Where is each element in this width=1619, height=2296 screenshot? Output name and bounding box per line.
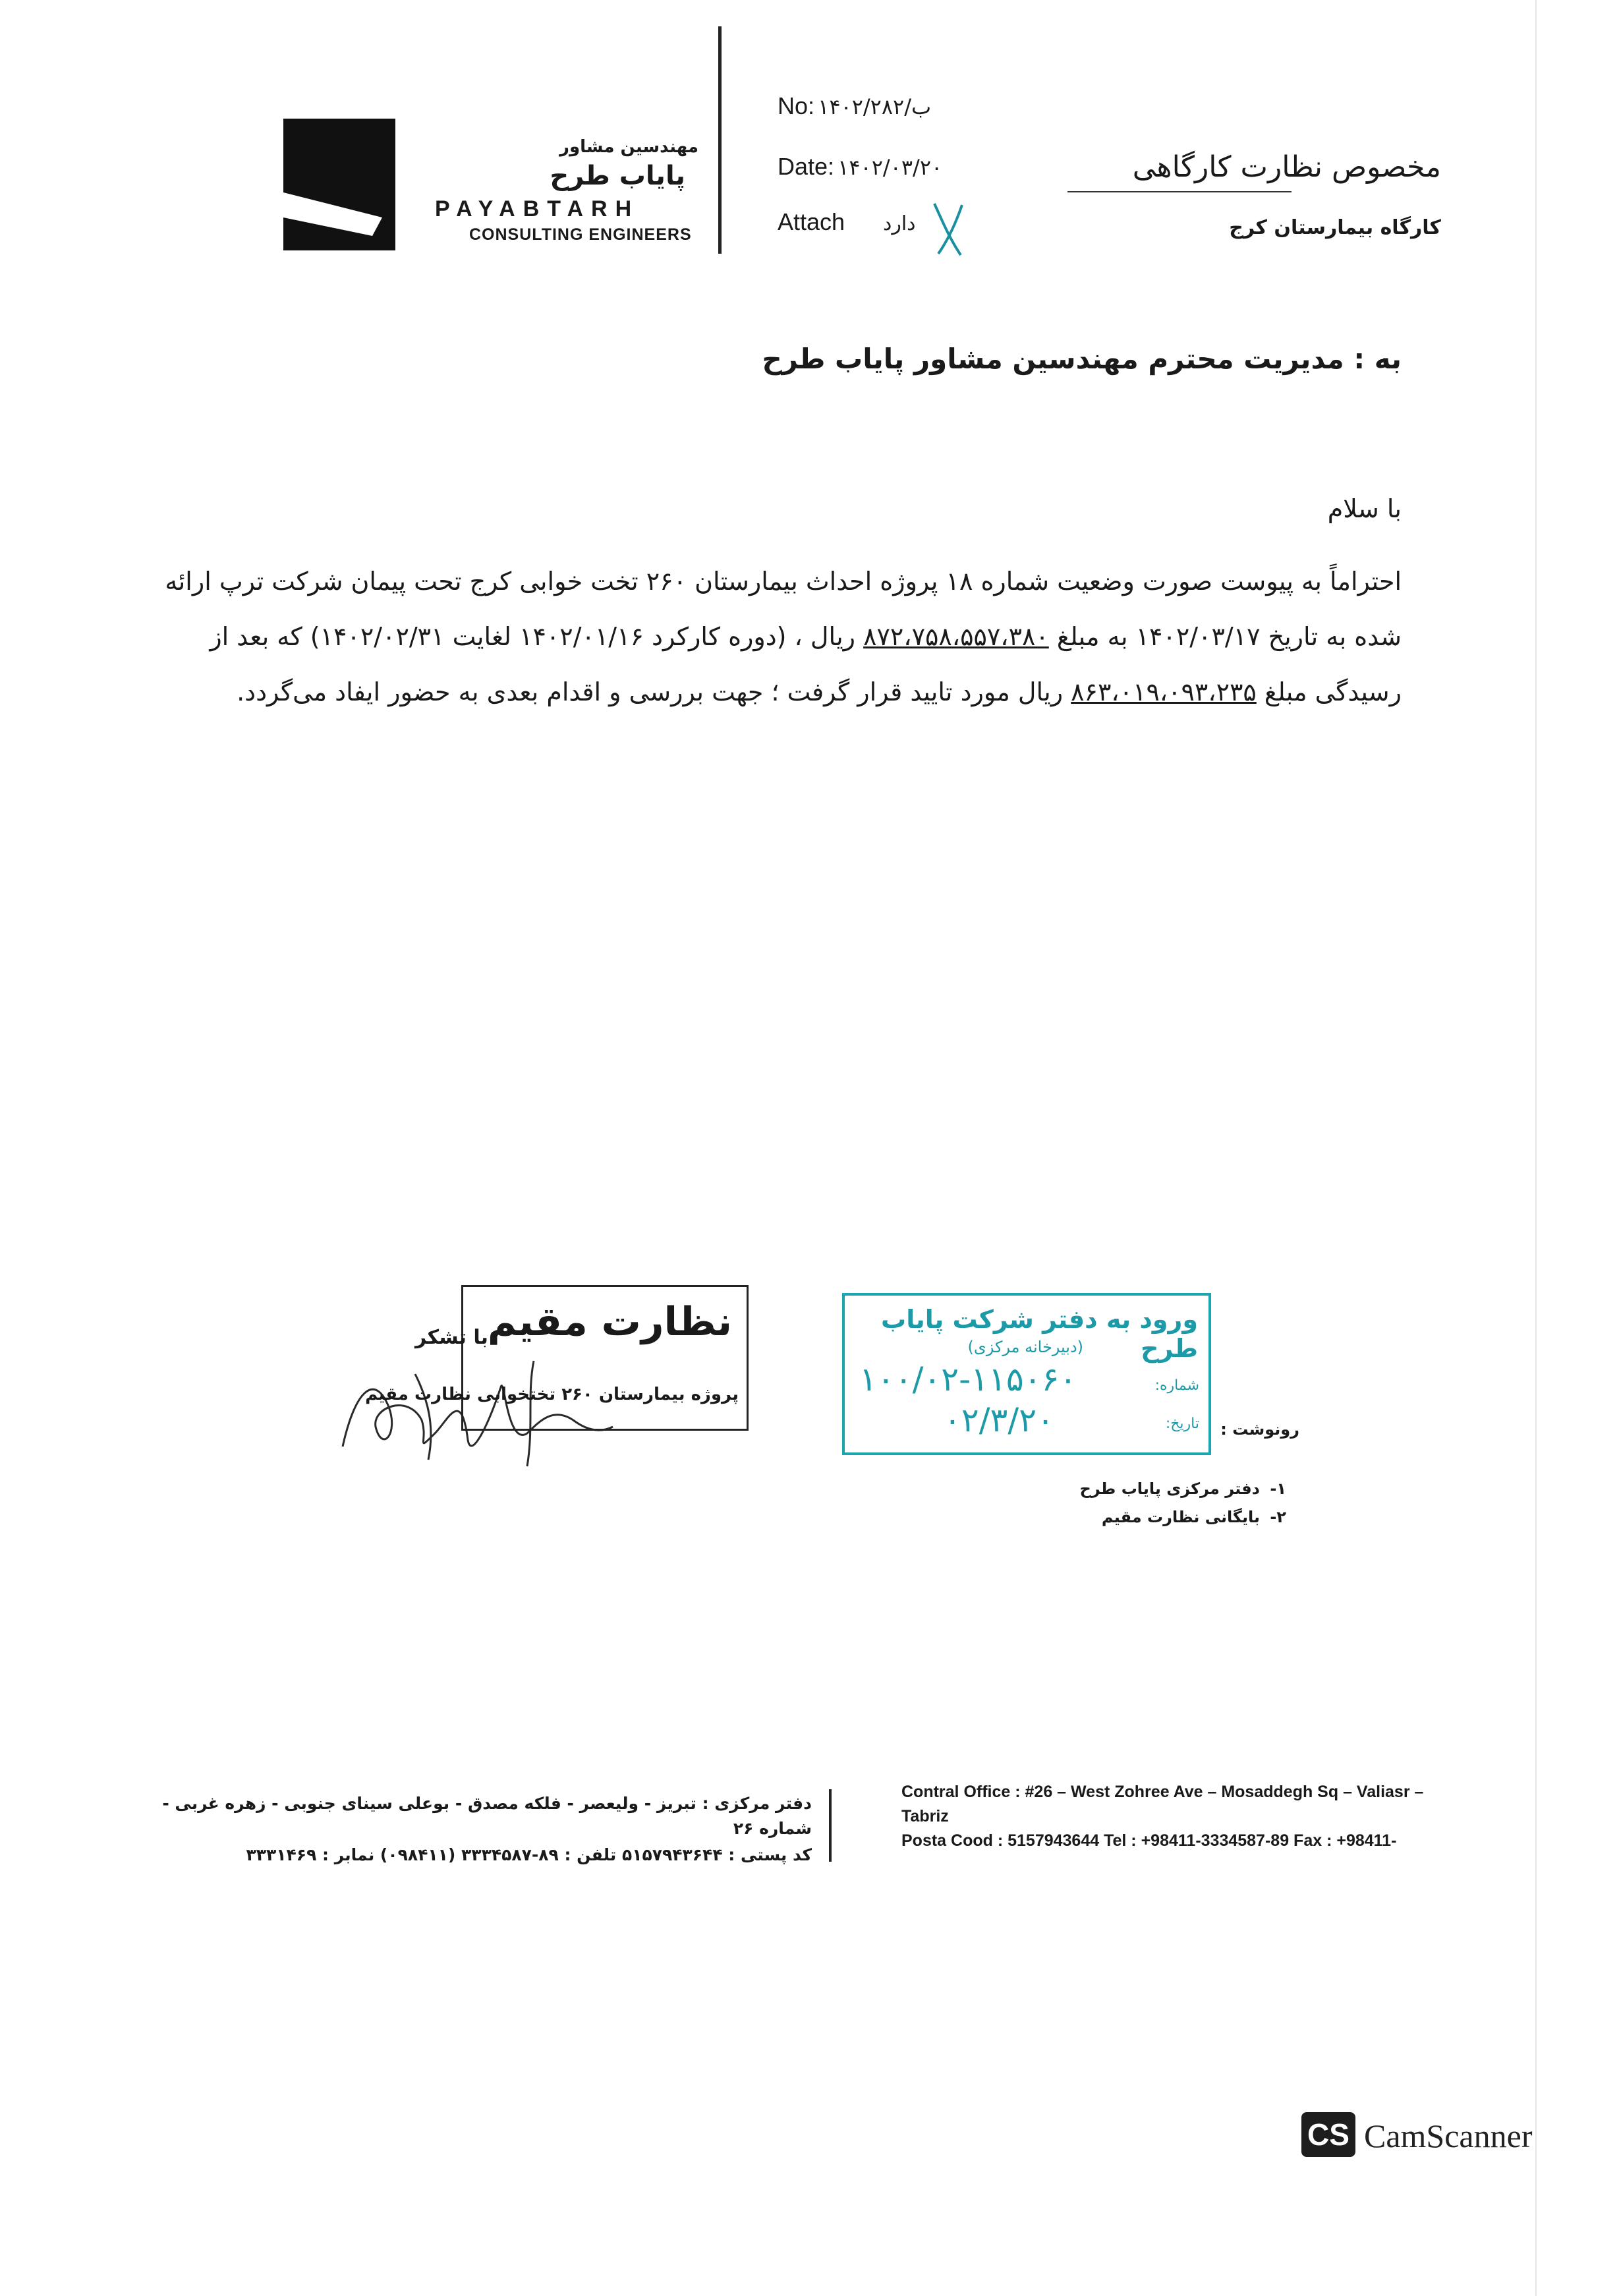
entry-stamp-date: ۰۲/۳/۲۰ (944, 1401, 1054, 1439)
footer-city-en: Tabriz (901, 1807, 949, 1825)
brand-subtitle: CONSULTING ENGINEERS (469, 225, 692, 244)
supervision-underline (1067, 191, 1292, 192)
supervisor-stamp-title: نظارت مقیم (487, 1299, 732, 1345)
entry-stamp-number: ۱۰۰/۰۲-۱۱۵۰۶۰ (859, 1360, 1077, 1398)
office-entry-stamp (842, 1293, 1211, 1455)
footer-address-fa-number: شماره ۲۶ (733, 1819, 812, 1838)
letter-attach-label: Attach (778, 208, 845, 235)
cc-item: دفتر مرکزی پایاب طرح (1079, 1479, 1260, 1498)
header-divider (718, 26, 722, 254)
body-part-2: ریال ، (دوره کارکرد ۱۴۰۲/۰۱/۱۶ لغایت ۱۴۰۲/۰۲/۳۱) که بعد از رسیدگی مبلغ (210, 622, 1402, 706)
cc-title: رونوشت : (1220, 1420, 1299, 1439)
camscanner-logo-icon: CS (1301, 2112, 1355, 2157)
entry-stamp-subtitle: (دبیرخانه مرکزی) (967, 1338, 1083, 1356)
brand-name-fa-small: مهندسین مشاور (559, 137, 698, 157)
letter-number (778, 92, 931, 120)
letterhead-logo (283, 119, 698, 257)
thanks-text: با تشکر (415, 1326, 488, 1349)
letter-date-value: ۱۴۰۲/۰۳/۲۰ (838, 155, 943, 180)
scan-edge (1535, 0, 1537, 2296)
addressee: به : مدیریت محترم مهندسین مشاور پایاب طرح (762, 343, 1402, 375)
brand-name-en: PAYABTARH (435, 196, 640, 221)
entry-stamp-number-label: شماره: (1154, 1377, 1199, 1394)
footer-contact-fa: کد پستی : ۵۱۵۷۹۴۳۶۴۴ تلفن : ۸۹-۳۳۳۴۵۸۷ (۰۹۸۴۱۱) نمابر : ۳۳۳۱۴۶۹ (246, 1845, 812, 1864)
entry-stamp-date-label: تاریخ: (1165, 1416, 1199, 1432)
letter-number-label: No: (778, 92, 815, 119)
footer-contact-en: Posta Cood : 5157943644 Tel : +98411-3334587-89 Fax : +98411- (901, 1831, 1397, 1850)
letter-date-label: Date: (778, 153, 835, 180)
footer-divider (829, 1789, 832, 1862)
letter-body (136, 554, 1402, 720)
brand-name-fa: پایاب طرح (550, 161, 685, 191)
greeting: با سلام (1327, 494, 1402, 523)
body-amount-approved: ۸۶۳،۰۱۹،۰۹۳،۲۳۵ (1071, 677, 1257, 706)
supervision-title: مخصوص نظارت کارگاهی (1132, 150, 1441, 184)
footer-address-fa: دفتر مرکزی : تبریز - ولیعصر - فلکه مصدق - بوعلی سینای جنوبی - زهره غربی - (162, 1794, 812, 1813)
cc-item-number: ۲- (1270, 1508, 1286, 1526)
letter-date (778, 153, 942, 181)
entry-stamp-title: ورود به دفتر شرکت پایاب طرح (881, 1305, 1198, 1363)
supervisor-stamp-line: پروژه بیمارستان ۲۶۰ تختخوابی نظارت مقیم (365, 1385, 739, 1404)
letter-number-value: ۱۴۰۲/ب/۲۸۲ (818, 94, 932, 119)
payabtarh-logo-mark (283, 119, 395, 250)
footer-address-en: Contral Office : #26 – West Zohree Ave – Mosaddegh Sq – Valiasr – (901, 1783, 1424, 1801)
body-part-3: ریال مورد تایید قرار گرفت ؛ جهت بررسی و اقدام بعدی به حضور ایفاد می‌گردد. (237, 677, 1071, 706)
cc-item: بایگانی نظارت مقیم (1101, 1508, 1260, 1526)
cc-item-number: ۱- (1270, 1479, 1286, 1498)
letter-attach (778, 208, 845, 236)
letter-attach-value: دارد (883, 212, 916, 235)
attach-check-mark-icon (929, 201, 969, 257)
body-part-1: احتراماً به پیوست صورت وضعیت شماره ۱۸ پروژه احداث بیمارستان ۲۶۰ تخت خوابی کرج تحت پیمان شرکت ترپ ارائه شده به تاریخ ۱۴۰۲/۰۳/۱۷ به مبلغ (165, 567, 1402, 651)
site-name: کارگاه بیمارستان کرج (1229, 216, 1441, 239)
body-amount-submitted: ۸۷۲،۷۵۸،۵۵۷،۳۸۰ (863, 622, 1049, 651)
camscanner-name: CamScanner (1364, 2117, 1533, 2154)
